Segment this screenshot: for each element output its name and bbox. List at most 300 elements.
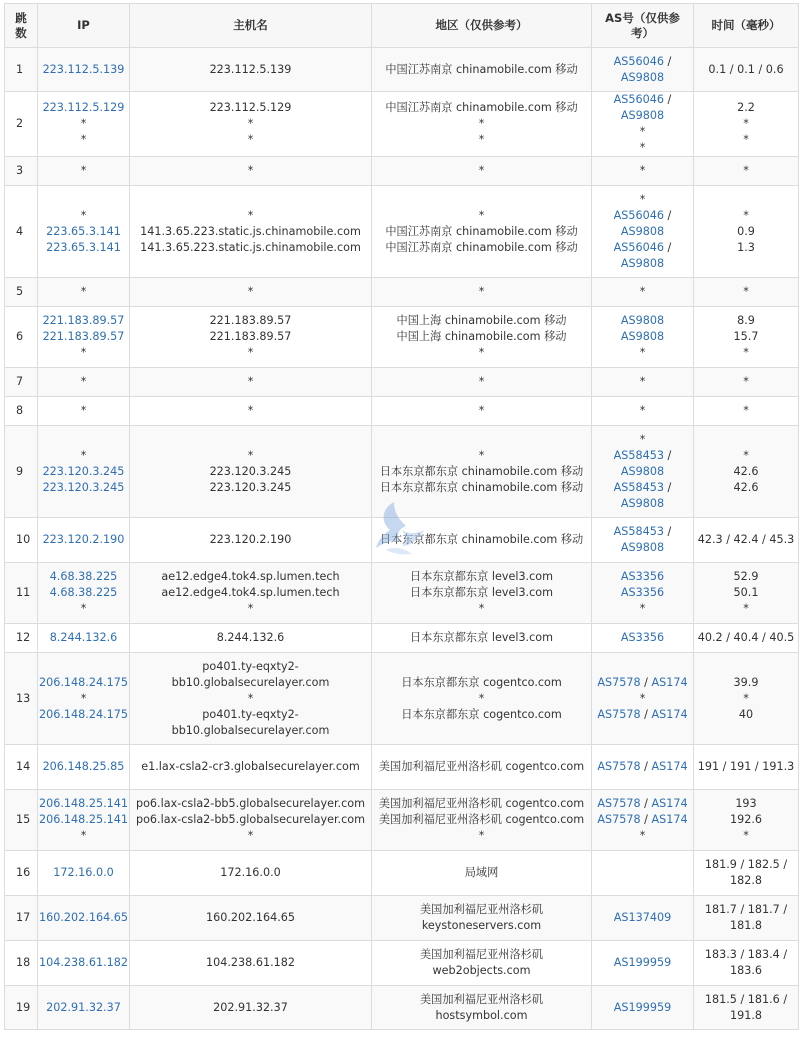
table-row xyxy=(5,941,799,986)
as-link[interactable]: AS9808 xyxy=(620,70,665,84)
hop-cell: 5 xyxy=(5,278,38,307)
ip-link[interactable]: 206.148.25.141 xyxy=(39,797,128,810)
as-link[interactable]: AS9808 xyxy=(620,256,665,270)
time-cell xyxy=(694,941,799,986)
as-line xyxy=(592,630,693,646)
time-cell xyxy=(694,186,799,278)
as-link[interactable]: AS199959 xyxy=(613,956,672,969)
hostname-text: po6.lax-csla2-bb5.globalsecurelayer.com xyxy=(135,797,365,810)
table-row xyxy=(5,157,799,186)
header-ip: IP xyxy=(38,4,130,48)
as-line: * xyxy=(639,285,646,298)
as-separator: / xyxy=(640,675,652,689)
time-cell xyxy=(694,426,799,518)
table-row xyxy=(5,986,799,1030)
region-text: 美国加利福尼亚州洛杉矶 cogentco.com xyxy=(378,813,585,826)
as-cell xyxy=(592,624,694,653)
ip-cell xyxy=(38,426,130,518)
hostname-text: 104.238.61.182 xyxy=(206,956,295,969)
time-text: 181.7 / 181.7 / 181.8 xyxy=(704,903,788,932)
ip-link[interactable]: 223.112.5.129 xyxy=(42,101,125,114)
time-text: 193 xyxy=(735,797,757,810)
as-line: * xyxy=(639,192,646,206)
as-cell xyxy=(592,851,694,896)
as-separator: / xyxy=(664,525,672,538)
time-text: 40.2 / 40.4 / 40.5 xyxy=(697,631,795,644)
as-line: * xyxy=(639,375,646,388)
region-text: 中国江苏南京 chinamobile.com 移动 xyxy=(385,101,578,114)
ip-cell xyxy=(38,851,130,896)
time-text: 52.9 xyxy=(733,570,759,583)
region-text: 日本东京都东京 level3.com xyxy=(409,631,554,644)
ip-cell xyxy=(38,397,130,426)
region-text: 日本东京都东京 chinamobile.com 移动 xyxy=(379,480,584,494)
time-text: * xyxy=(743,448,749,462)
ip-cell xyxy=(38,278,130,307)
as-link[interactable]: AS174 xyxy=(651,675,688,689)
hop-cell: 17 xyxy=(5,896,38,941)
ip-link[interactable]: 202.91.32.37 xyxy=(46,1000,121,1014)
as-link[interactable]: AS9808 xyxy=(620,496,665,510)
as-line xyxy=(592,707,693,723)
region-text: * xyxy=(478,117,485,130)
time-text: * xyxy=(743,164,749,177)
hop-cell: 2 xyxy=(5,92,38,157)
table-row xyxy=(5,307,799,368)
hostname-cell xyxy=(130,896,372,941)
ip-cell xyxy=(38,790,130,851)
region-text: * xyxy=(478,285,485,298)
as-line xyxy=(592,92,693,124)
time-text: 50.1 xyxy=(733,586,759,599)
time-text: 40 xyxy=(738,707,754,721)
region-text: 日本东京都东京 chinamobile.com 移动 xyxy=(379,464,584,478)
ip-link[interactable]: 4.68.38.225 xyxy=(49,570,118,583)
ip-cell xyxy=(38,986,130,1030)
as-link[interactable]: AS3356 xyxy=(620,631,665,644)
ip-cell xyxy=(38,896,130,941)
as-link[interactable]: AS174 xyxy=(651,707,688,721)
time-cell xyxy=(694,397,799,426)
as-line xyxy=(592,480,693,512)
time-text: * xyxy=(743,346,749,359)
hop-cell: 15 xyxy=(5,790,38,851)
region-text: 中国江苏南京 chinamobile.com 移动 xyxy=(385,240,578,254)
hop-cell: 8 xyxy=(5,397,38,426)
ip-empty: * xyxy=(80,346,87,359)
as-separator: / xyxy=(664,93,672,106)
hop-cell: 1 xyxy=(5,48,38,92)
time-cell xyxy=(694,563,799,624)
hostname-text: 223.112.5.139 xyxy=(209,62,292,76)
region-cell xyxy=(372,278,592,307)
as-line: * xyxy=(639,829,646,842)
hostname-cell xyxy=(130,745,372,790)
as-line xyxy=(592,329,693,345)
as-line xyxy=(592,675,693,691)
region-text: 日本东京都东京 level3.com xyxy=(409,586,554,599)
region-text: 日本东京都东京 cogentco.com xyxy=(401,675,562,689)
table-row xyxy=(5,48,799,92)
as-link[interactable]: AS58453 xyxy=(613,525,664,538)
time-text: 42.3 / 42.4 / 45.3 xyxy=(697,533,795,546)
ip-cell xyxy=(38,48,130,92)
time-text: 39.9 xyxy=(733,675,759,689)
as-separator: / xyxy=(640,813,652,826)
ip-link[interactable]: 172.16.0.0 xyxy=(53,866,114,879)
as-link[interactable]: AS7578 xyxy=(597,760,641,773)
hop-cell: 12 xyxy=(5,624,38,653)
hostname-text: 223.120.3.245 xyxy=(209,464,292,478)
as-line xyxy=(592,524,693,556)
time-cell xyxy=(694,278,799,307)
time-cell xyxy=(694,851,799,896)
region-text: 美国加利福尼亚州洛杉矶 keystoneservers.com xyxy=(419,903,544,932)
hostname-cell xyxy=(130,624,372,653)
as-cell xyxy=(592,426,694,518)
as-link[interactable]: AS56046 xyxy=(613,93,664,106)
hostname-text: * xyxy=(247,602,254,615)
as-separator: / xyxy=(664,448,672,462)
time-text: * xyxy=(743,829,749,842)
as-cell xyxy=(592,186,694,278)
as-link[interactable]: AS56046 xyxy=(613,54,664,68)
hop-cell: 18 xyxy=(5,941,38,986)
hostname-cell xyxy=(130,851,372,896)
region-cell xyxy=(372,48,592,92)
hop-cell: 4 xyxy=(5,186,38,278)
hostname-text: * xyxy=(247,404,254,417)
as-cell xyxy=(592,48,694,92)
hostname-cell xyxy=(130,941,372,986)
table-header-row xyxy=(5,4,799,48)
region-text: 美国加利福尼亚州洛杉矶 cogentco.com xyxy=(378,760,585,773)
ip-link[interactable]: 206.148.25.85 xyxy=(42,760,125,773)
as-link[interactable]: AS58453 xyxy=(613,448,664,462)
hostname-text: * xyxy=(247,448,254,462)
time-cell xyxy=(694,790,799,851)
time-text: 192.6 xyxy=(729,813,763,826)
hostname-cell xyxy=(130,157,372,186)
table-row xyxy=(5,278,799,307)
hop-cell: 3 xyxy=(5,157,38,186)
as-link[interactable]: AS58453 xyxy=(613,480,664,494)
hostname-text: ae12.edge4.tok4.sp.lumen.tech xyxy=(161,586,340,599)
ip-link[interactable]: 206.148.25.141 xyxy=(39,813,128,826)
region-text: 美国加利福尼亚州洛杉矶 web2objects.com xyxy=(419,948,544,977)
region-text: 日本东京都东京 chinamobile.com 移动 xyxy=(379,533,584,546)
ip-empty: * xyxy=(80,404,87,417)
as-line xyxy=(592,812,693,828)
time-text: 0.9 xyxy=(737,224,755,238)
hostname-text: 223.112.5.129 xyxy=(209,101,292,114)
as-link[interactable]: AS137409 xyxy=(613,911,672,924)
time-text: * xyxy=(743,133,749,146)
region-cell xyxy=(372,368,592,397)
time-cell xyxy=(694,368,799,397)
as-line xyxy=(592,54,693,86)
as-cell xyxy=(592,790,694,851)
as-line xyxy=(592,240,693,272)
time-text: 1.3 xyxy=(737,240,755,254)
as-line: * xyxy=(639,125,646,138)
as-line xyxy=(592,955,693,971)
as-cell xyxy=(592,397,694,426)
ip-empty: * xyxy=(80,208,87,222)
as-link[interactable]: AS199959 xyxy=(613,1000,672,1014)
region-text: * xyxy=(478,346,485,359)
as-line xyxy=(592,448,693,480)
hop-cell: 13 xyxy=(5,653,38,745)
as-link[interactable]: AS174 xyxy=(651,813,688,826)
table-row xyxy=(5,790,799,851)
region-text: 中国江苏南京 chinamobile.com 移动 xyxy=(385,224,578,238)
as-separator: / xyxy=(664,480,672,494)
region-text: 局域网 xyxy=(464,866,499,879)
hostname-text: * xyxy=(247,285,254,298)
ip-empty: * xyxy=(80,829,87,842)
region-text: 日本东京都东京 level3.com xyxy=(409,570,554,583)
as-line xyxy=(592,208,693,240)
as-line xyxy=(592,1000,693,1016)
as-line: * xyxy=(639,691,646,705)
region-text: 中国江苏南京 chinamobile.com 移动 xyxy=(385,62,578,76)
hostname-text: 221.183.89.57 xyxy=(209,314,292,327)
hostname-cell xyxy=(130,563,372,624)
region-cell xyxy=(372,624,592,653)
as-link[interactable]: AS7578 xyxy=(597,797,641,810)
time-text: * xyxy=(743,117,749,130)
hop-cell: 6 xyxy=(5,307,38,368)
ip-empty: * xyxy=(80,164,87,177)
hostname-text: po6.lax-csla2-bb5.globalsecurelayer.com xyxy=(135,813,365,826)
as-link[interactable]: AS9808 xyxy=(620,224,665,238)
hostname-cell xyxy=(130,186,372,278)
time-cell xyxy=(694,48,799,92)
as-line: * xyxy=(639,141,646,154)
hostname-text: e1.lax-csla2-cr3.globalsecurelayer.com xyxy=(141,760,360,773)
ip-link[interactable]: 223.65.3.141 xyxy=(46,224,121,238)
hostname-text: * xyxy=(247,117,254,130)
region-text: 中国上海 chinamobile.com 移动 xyxy=(396,314,567,327)
as-link[interactable]: AS3356 xyxy=(620,570,665,583)
region-text: * xyxy=(478,164,485,177)
table-row xyxy=(5,368,799,397)
as-link[interactable]: AS174 xyxy=(651,760,688,773)
ip-empty: * xyxy=(80,133,87,146)
ip-link[interactable]: 221.183.89.57 xyxy=(42,330,125,343)
time-text: 181.5 / 181.6 / 191.8 xyxy=(704,992,788,1022)
region-cell xyxy=(372,307,592,368)
hostname-text: * xyxy=(247,375,254,388)
as-line: * xyxy=(639,404,646,417)
as-link[interactable]: AS56046 xyxy=(613,240,664,254)
hop-cell: 16 xyxy=(5,851,38,896)
table-row xyxy=(5,397,799,426)
as-separator: / xyxy=(640,707,652,721)
region-text: * xyxy=(478,691,485,705)
region-text: * xyxy=(478,602,485,615)
as-line xyxy=(592,759,693,775)
ip-link[interactable]: 223.120.3.245 xyxy=(42,464,125,478)
time-cell xyxy=(694,92,799,157)
header-region: 地区（仅供参考） xyxy=(372,4,592,48)
time-cell xyxy=(694,986,799,1030)
time-cell xyxy=(694,653,799,745)
time-text: * xyxy=(743,285,749,298)
region-cell xyxy=(372,745,592,790)
ip-link[interactable]: 4.68.38.225 xyxy=(49,586,118,599)
hostname-cell xyxy=(130,307,372,368)
region-cell xyxy=(372,896,592,941)
ip-cell xyxy=(38,186,130,278)
as-cell xyxy=(592,368,694,397)
table-row xyxy=(5,563,799,624)
time-text: 15.7 xyxy=(733,330,759,343)
hostname-text: po401.ty-eqxty2-bb10.globalsecurelayer.com xyxy=(171,707,330,737)
hostname-cell xyxy=(130,397,372,426)
hop-cell: 14 xyxy=(5,745,38,790)
ip-link[interactable]: 206.148.24.175 xyxy=(39,675,128,689)
ip-link[interactable]: 223.112.5.139 xyxy=(42,62,125,76)
as-cell xyxy=(592,157,694,186)
region-text: 美国加利福尼亚州洛杉矶 hostsymbol.com xyxy=(419,992,544,1022)
hop-cell: 7 xyxy=(5,368,38,397)
region-cell xyxy=(372,92,592,157)
ip-empty: * xyxy=(80,117,87,130)
ip-link[interactable]: 160.202.164.65 xyxy=(39,911,128,924)
ip-empty: * xyxy=(80,448,87,462)
hop-cell: 10 xyxy=(5,518,38,563)
ip-cell xyxy=(38,157,130,186)
as-cell xyxy=(592,563,694,624)
time-cell xyxy=(694,307,799,368)
ip-cell xyxy=(38,92,130,157)
time-text: * xyxy=(743,602,749,615)
region-cell xyxy=(372,563,592,624)
ip-link[interactable]: 223.120.3.245 xyxy=(42,480,125,494)
as-cell xyxy=(592,896,694,941)
ip-link[interactable]: 206.148.24.175 xyxy=(39,707,128,721)
ip-cell xyxy=(38,307,130,368)
hostname-text: 141.3.65.223.static.js.chinamobile.com xyxy=(140,224,361,238)
hostname-cell xyxy=(130,653,372,745)
ip-link[interactable]: 221.183.89.57 xyxy=(42,314,125,327)
region-text: * xyxy=(478,404,485,417)
ip-link[interactable]: 223.120.2.190 xyxy=(42,533,125,546)
hostname-text: 160.202.164.65 xyxy=(206,911,295,924)
as-link[interactable]: AS9808 xyxy=(620,330,665,343)
region-text: 中国上海 chinamobile.com 移动 xyxy=(396,330,567,343)
region-text: * xyxy=(478,208,485,222)
header-as: AS号（仅供参 考） xyxy=(592,4,694,48)
as-link[interactable]: AS174 xyxy=(651,797,688,810)
hostname-text: 202.91.32.37 xyxy=(213,1000,288,1014)
table-row xyxy=(5,92,799,157)
ip-empty: * xyxy=(80,602,87,615)
as-link[interactable]: AS7578 xyxy=(597,813,641,826)
as-cell xyxy=(592,307,694,368)
time-cell xyxy=(694,157,799,186)
region-cell xyxy=(372,186,592,278)
ip-empty: * xyxy=(80,691,87,705)
region-cell xyxy=(372,941,592,986)
time-cell xyxy=(694,518,799,563)
hop-cell: 11 xyxy=(5,563,38,624)
as-cell xyxy=(592,986,694,1030)
as-link[interactable]: AS9808 xyxy=(620,541,665,554)
as-separator: / xyxy=(664,208,672,222)
as-link[interactable]: AS7578 xyxy=(597,675,641,689)
ip-link[interactable]: 8.244.132.6 xyxy=(49,631,118,644)
hostname-text: * xyxy=(247,208,254,222)
region-text: * xyxy=(478,375,485,388)
hostname-text: * xyxy=(247,346,254,359)
hostname-text: 223.120.2.190 xyxy=(209,533,292,546)
as-line: * xyxy=(639,432,646,446)
header-hop: 跳 数 xyxy=(5,4,38,48)
as-link[interactable]: AS9808 xyxy=(620,464,665,478)
time-text: * xyxy=(743,208,749,222)
as-link[interactable]: AS56046 xyxy=(613,208,664,222)
time-text: 42.6 xyxy=(733,464,759,478)
hostname-text: 172.16.0.0 xyxy=(220,866,281,879)
ip-cell xyxy=(38,941,130,986)
time-text: 183.3 / 183.4 / 183.6 xyxy=(704,948,788,977)
as-cell xyxy=(592,941,694,986)
time-text: 0.1 / 0.1 / 0.6 xyxy=(708,62,784,76)
hostname-cell xyxy=(130,368,372,397)
time-text: 181.9 / 182.5 / 182.8 xyxy=(704,858,788,887)
ip-cell xyxy=(38,518,130,563)
time-text: 42.6 xyxy=(733,480,759,494)
as-line xyxy=(592,569,693,585)
as-line xyxy=(592,585,693,601)
ip-link[interactable]: 223.65.3.141 xyxy=(46,240,121,254)
hostname-text: * xyxy=(247,829,254,842)
header-time: 时间（毫秒） xyxy=(694,4,799,48)
hostname-text: * xyxy=(247,691,254,705)
hostname-text: 223.120.3.245 xyxy=(209,480,292,494)
as-cell xyxy=(592,278,694,307)
region-cell xyxy=(372,790,592,851)
as-link[interactable]: AS9808 xyxy=(620,314,665,327)
as-line: * xyxy=(639,346,646,359)
table-row xyxy=(5,745,799,790)
as-link[interactable]: AS9808 xyxy=(620,109,665,122)
table-row xyxy=(5,896,799,941)
table-row xyxy=(5,186,799,278)
hostname-cell xyxy=(130,426,372,518)
time-text: * xyxy=(743,691,749,705)
as-link[interactable]: AS3356 xyxy=(620,586,665,599)
as-line: * xyxy=(639,602,646,615)
time-cell xyxy=(694,745,799,790)
ip-cell xyxy=(38,624,130,653)
as-link[interactable]: AS7578 xyxy=(597,707,641,721)
ip-link[interactable]: 104.238.61.182 xyxy=(39,956,128,969)
hostname-cell xyxy=(130,518,372,563)
as-line xyxy=(592,796,693,812)
as-line xyxy=(592,910,693,926)
hostname-cell xyxy=(130,986,372,1030)
region-cell xyxy=(372,397,592,426)
hop-cell: 19 xyxy=(5,986,38,1030)
as-cell xyxy=(592,92,694,157)
as-separator: / xyxy=(664,240,672,254)
hostname-text: 141.3.65.223.static.js.chinamobile.com xyxy=(140,240,361,254)
time-text: 2.2 xyxy=(737,101,755,114)
